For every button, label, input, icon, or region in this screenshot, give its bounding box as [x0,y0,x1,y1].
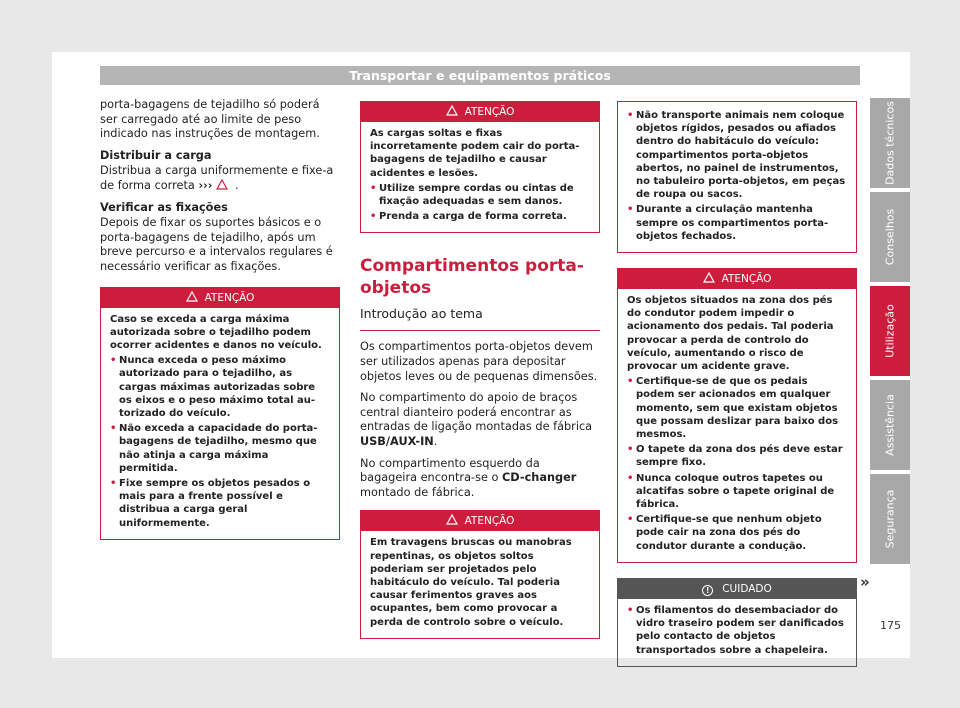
caution-box-body [618,599,856,666]
caution-item: • Os filamentos do desembaciador do vidro traseiro podem ser danificados pelo contacto de objetos transportados sobre a chapeleira. [627,604,847,657]
paragraph-distribuir: Distribua a carga uniformemente e fixe-a de forma correta ››› . [100,164,334,192]
paragraph-storage-intro: Os compartimentos porta-objetos devem ser utilizados apenas para depositar objetos leves ou de pequenas dimensões. [360,340,598,383]
warning-box-continued [617,101,857,253]
column-right [617,98,857,667]
warning-box-header: ATENÇÃO [618,269,856,289]
warning-icon [446,514,458,525]
continued-marker: » [860,573,870,591]
paragraph-usb-aux: No compartimento do apoio de braços central dianteiro poderá encontrar as entradas de ligação montadas de fábrica USB/AUX-IN. [360,391,593,448]
warning-intro: Os objetos situados na zona dos pés do condutor podem impedir o acionamento dos pedais. Tal poderia provocar a perda de controlo do veículo, aumentando o risco de provocar um acidente grave. [627,295,834,373]
warning-item: • Fixe sempre os objetos pesados o mais para a frente possível e distribua a carga geral uniformemente. [110,477,330,530]
warning-icon [446,105,458,116]
caution-box-header: ! CUIDADO [618,579,856,599]
warning-box-header: ATENÇÃO [361,102,599,122]
tab-assistencia[interactable]: Assistência [870,380,910,470]
column-middle [360,98,600,639]
cross-reference-arrows[interactable]: ››› [198,178,213,192]
warning-item: • Utilize sempre cordas ou cintas de fixação adequadas e sem danos. [370,182,590,208]
warning-item: • Certifique-se de que os pedais podem ser acionados em qualquer momento, sem que existam objetos que possam deslizar para baixo dos mesmos. [627,375,847,441]
warning-item: • Nunca coloque outros tapetes ou alcatifas sobre o tapete original de fábrica. [627,472,847,512]
warning-icon [703,272,715,283]
warning-box-body [361,531,599,637]
tab-dados-tecnicos[interactable]: Dados técnicos [870,98,910,188]
column-left [100,98,340,540]
warning-box-loose-cargo [360,101,600,233]
tab-seguranca[interactable]: Segurança [870,474,910,564]
warning-box-body [618,289,856,562]
warning-intro: Caso se exceda a carga máxima autorizada sobre o tejadilho podem ocorrer acidentes e danos no veículo. [110,313,322,351]
heading-verificar: Verificar as fixações [100,200,228,214]
warning-box-header: ATENÇÃO [101,288,339,308]
chapter-tabs [870,98,910,568]
warning-intro: Em travagens bruscas ou manobras repentinas, os objetos soltos poderiam ser projetados pelo habitáculo do veículo. Tal poderia causar ferimentos graves aos ocupantes, bem como provocar a perda de controlo sobre o veículo. [370,537,572,628]
warning-item: • Prenda a carga de forma correta. [370,210,590,223]
tab-conselhos[interactable]: Conselhos [870,192,910,282]
warning-item: • Durante a circulação mantenha sempre os compartimentos porta-objetos fechados. [627,203,847,243]
warning-box-sudden-braking [360,510,600,638]
warning-item: • Não transporte animais nem coloque objetos rígidos, pesados ou afiados dentro do habitáculo do veículo: compartimentos porta-objetos abertos, no painel de instrumentos, no tabuleiro porta-objetos, em peças de roupa ou sacos. [627,109,847,201]
warning-box-body [101,308,339,539]
section-divider [360,330,600,331]
subsection-title: Introdução ao tema [360,306,483,322]
warning-item: • Nunca exceda o peso máximo autorizado para o tejadilho, as cargas máximas autorizadas sobre os eixos e o peso máximo total autorizado do veículo. [110,354,330,420]
caution-box-rear-defroster [617,578,857,667]
warning-item: • Certifique-se que nenhum objeto pode cair na zona dos pés do condutor durante a condução. [627,513,847,553]
paragraph-verificar: Depois de fixar os suportes básicos e o porta-bagagens de tejadilho, após um breve percurso e a intervalos regulares é necessário verificar as fixações. [100,216,333,273]
warning-item: • Não exceda a capacidade do porta-bagagens de tejadilho, mesmo que não atinja a carga máxima permitida. [110,422,330,475]
page-header: Transportar e equipamentos práticos [100,66,860,85]
paragraph-cd-changer: No compartimento esquerdo da bagageira encontra-se o CD-changer montado de fábrica. [360,456,577,499]
warning-item: • O tapete da zona dos pés deve estar sempre fixo. [627,443,847,469]
warning-box-footwell [617,268,857,563]
warning-box-roof-load [100,287,340,540]
warning-box-body [618,102,856,252]
warning-icon [186,291,198,302]
heading-distribuir: Distribuir a carga [100,148,212,162]
warning-intro: As cargas soltas e fixas incorretamente podem cair do porta-bagagens de tejadilho e causar acidentes e lesões. [370,128,580,179]
intro-paragraph: porta-bagagens de tejadilho só poderá ser carregado até ao limite de peso indicado nas instruções de montagem. [100,98,320,141]
warning-box-header: ATENÇÃO [361,511,599,531]
warning-icon [216,179,228,190]
tab-utilizacao[interactable]: Utilização [870,286,910,376]
page-number: 175 [880,619,901,632]
warning-box-body [361,122,599,232]
info-icon: ! [702,585,713,596]
section-title: Compartimentos porta-objetos [360,256,584,299]
